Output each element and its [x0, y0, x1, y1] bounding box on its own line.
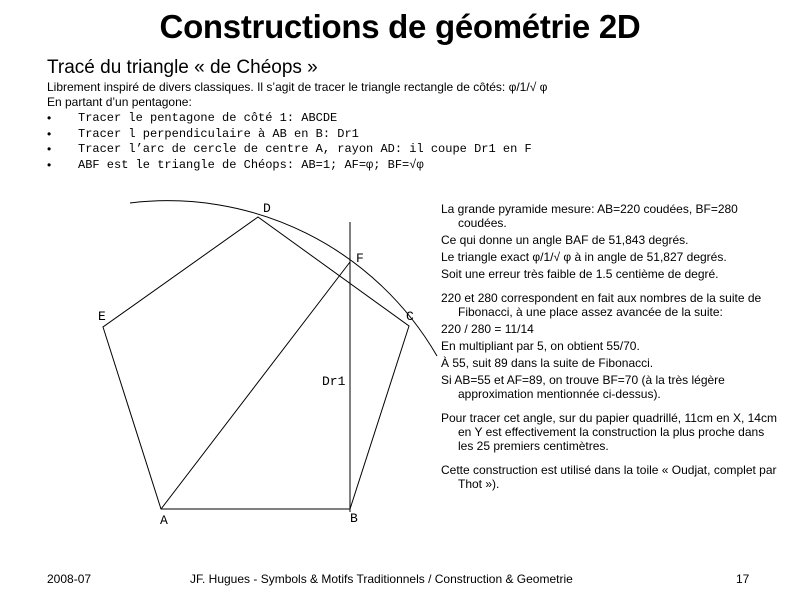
notes-column	[441, 202, 781, 501]
note-line: 220 et 280 correspondent en fait aux nombres de la suite de Fibonacci, à une place assez avancée de la suite:	[441, 291, 762, 319]
step-item: • Tracer l perpendiculaire à AB en B: Dr1	[47, 127, 532, 143]
label-b: B	[350, 511, 358, 526]
arc-ad	[130, 201, 437, 356]
label-e: E	[98, 309, 106, 324]
note-line: Ce qui donne un angle BAF de 51,843 degrés.	[441, 233, 689, 247]
label-a: A	[160, 513, 168, 528]
notes-group-oudjat	[441, 463, 781, 491]
notes-group-fibonacci	[441, 291, 781, 401]
label-c: C	[406, 309, 414, 324]
label-d: D	[263, 201, 271, 216]
notes-group-pyramid	[441, 202, 781, 281]
notes-group-grid-paper	[441, 411, 781, 453]
note-line: Le triangle exact φ/1/√ φ à in angle de 51,827 degrés.	[441, 250, 727, 264]
slide-subtitle: Tracé du triangle « de Chéops »	[47, 57, 318, 78]
intro-line: En partant d’un pentagone:	[47, 94, 192, 109]
note-line: À 55, suit 89 dans la suite de Fibonacci.	[441, 356, 654, 370]
footer-credit: JF. Hugues - Symbols & Motifs Traditionnels / Construction & Geometrie	[190, 572, 573, 586]
note-line: La grande pyramide mesure: AB=220 coudées, BF=280 coudées.	[441, 202, 738, 230]
note-line: En multipliant par 5, on obtient 55/70.	[441, 339, 640, 353]
label-dr1: Dr1	[322, 374, 346, 389]
note-line: 220 / 280 = 11/14	[441, 322, 534, 336]
step-item: • Tracer l’arc de cercle de centre A, rayon AD: il coupe Dr1 en F	[47, 142, 532, 158]
note-line: Si AB=55 et AF=89, on trouve BF=70 (à la très légère approximation mentionnée ci-dessus).	[441, 373, 725, 401]
note-line: Soit une erreur très faible de 1.5 centième de degré.	[441, 267, 719, 281]
page-title: Constructions de géométrie 2D	[159, 8, 641, 45]
intro-line: Librement inspiré de divers classiques. Il s’agit de tracer le triangle rectangle de côtés: φ/1/√ φ	[47, 80, 548, 94]
note-line: Pour tracer cet angle, sur du papier quadrillé, 11cm en X, 14cm en Y est effectivement la construction la plus proche dans les 25 premiers centimètres.	[441, 411, 777, 453]
step-item: • Tracer le pentagone de côté 1: ABCDE	[47, 111, 532, 127]
note-line: Cette construction est utilisé dans la toile « Oudjat, complet par Thot »).	[441, 463, 777, 491]
page-number: 17	[736, 572, 750, 586]
step-item: • ABF est le triangle de Chéops: AB=1; AF=φ; BF=√φ	[47, 158, 532, 174]
label-f: F	[356, 251, 364, 266]
footer-date: 2008-07	[47, 572, 92, 586]
